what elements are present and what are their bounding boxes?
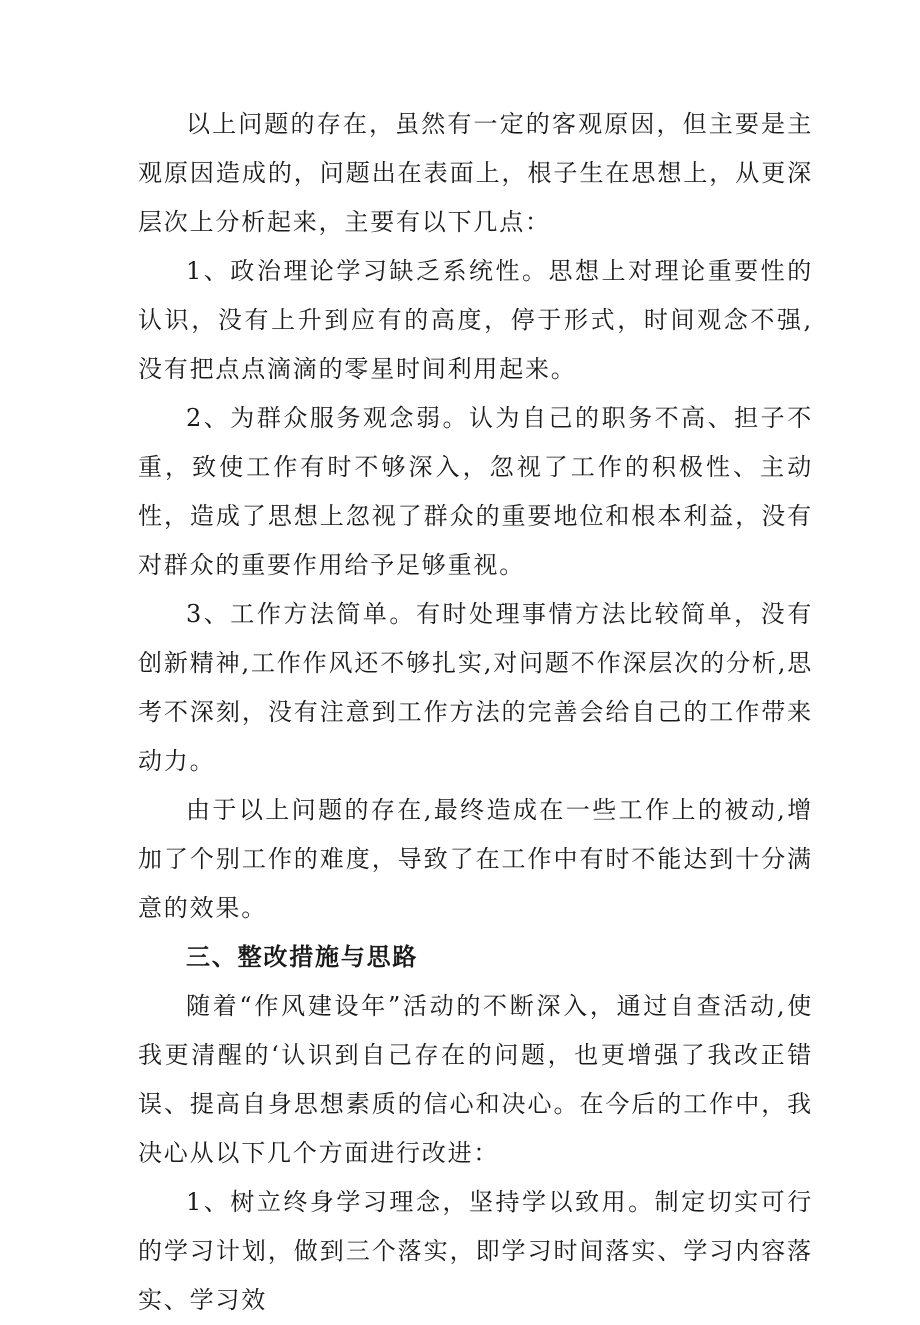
paragraph-cause-1: 1、政治理论学习缺乏系统性。思想上对理论重要性的认识，没有上升到应有的高度，停于形式，时间观念不强,没有把点点滴滴的零星时间利用起来。 xyxy=(138,257,813,383)
paragraph-measures-intro: 随着“作风建设年”活动的不断深入，通过自查活动,使我更清醒的‘认识到自己存在的问题，也更增强了我改正错误、提高自身思想素质的信心和决心。在今后的工作中，我决心从以下几个方面进行改进： xyxy=(138,992,813,1167)
document-body xyxy=(138,100,813,1325)
paragraph-causes-intro: 以上问题的存在，虽然有一定的客观原因，但主要是主观原因造成的，问题出在表面上，根子生在思想上，从更深层次上分析起来，主要有以下几点： xyxy=(138,110,813,236)
paragraph-cause-3: 3、工作方法简单。有时处理事情方法比较简单，没有创新精神,工作作风还不够扎实,对问题不作深层次的分析,思考不深刻，没有注意到工作方法的完善会给自己的工作带来动力。 xyxy=(138,600,813,775)
section-heading: 三、整改措施与思路 xyxy=(186,943,419,971)
paragraph-cause-2: 2、为群众服务观念弱。认为自己的职务不高、担子不重，致使工作有时不够深入，忽视了工作的积极性、主动性，造成了思想上忽视了群众的重要地位和根本利益，没有对群众的重要作用给予足够重视。 xyxy=(138,404,813,579)
paragraph-measure-1: 1、树立终身学习理念，坚持学以致用。制定切实可行的学习计划，做到三个落实，即学习时间落实、学习内容落实、学习效 xyxy=(138,1188,813,1314)
paragraph-consequence: 由于以上问题的存在,最终造成在一些工作上的被动,增加了个别工作的难度，导致了在工作中有时不能达到十分满意的效果。 xyxy=(138,796,813,922)
